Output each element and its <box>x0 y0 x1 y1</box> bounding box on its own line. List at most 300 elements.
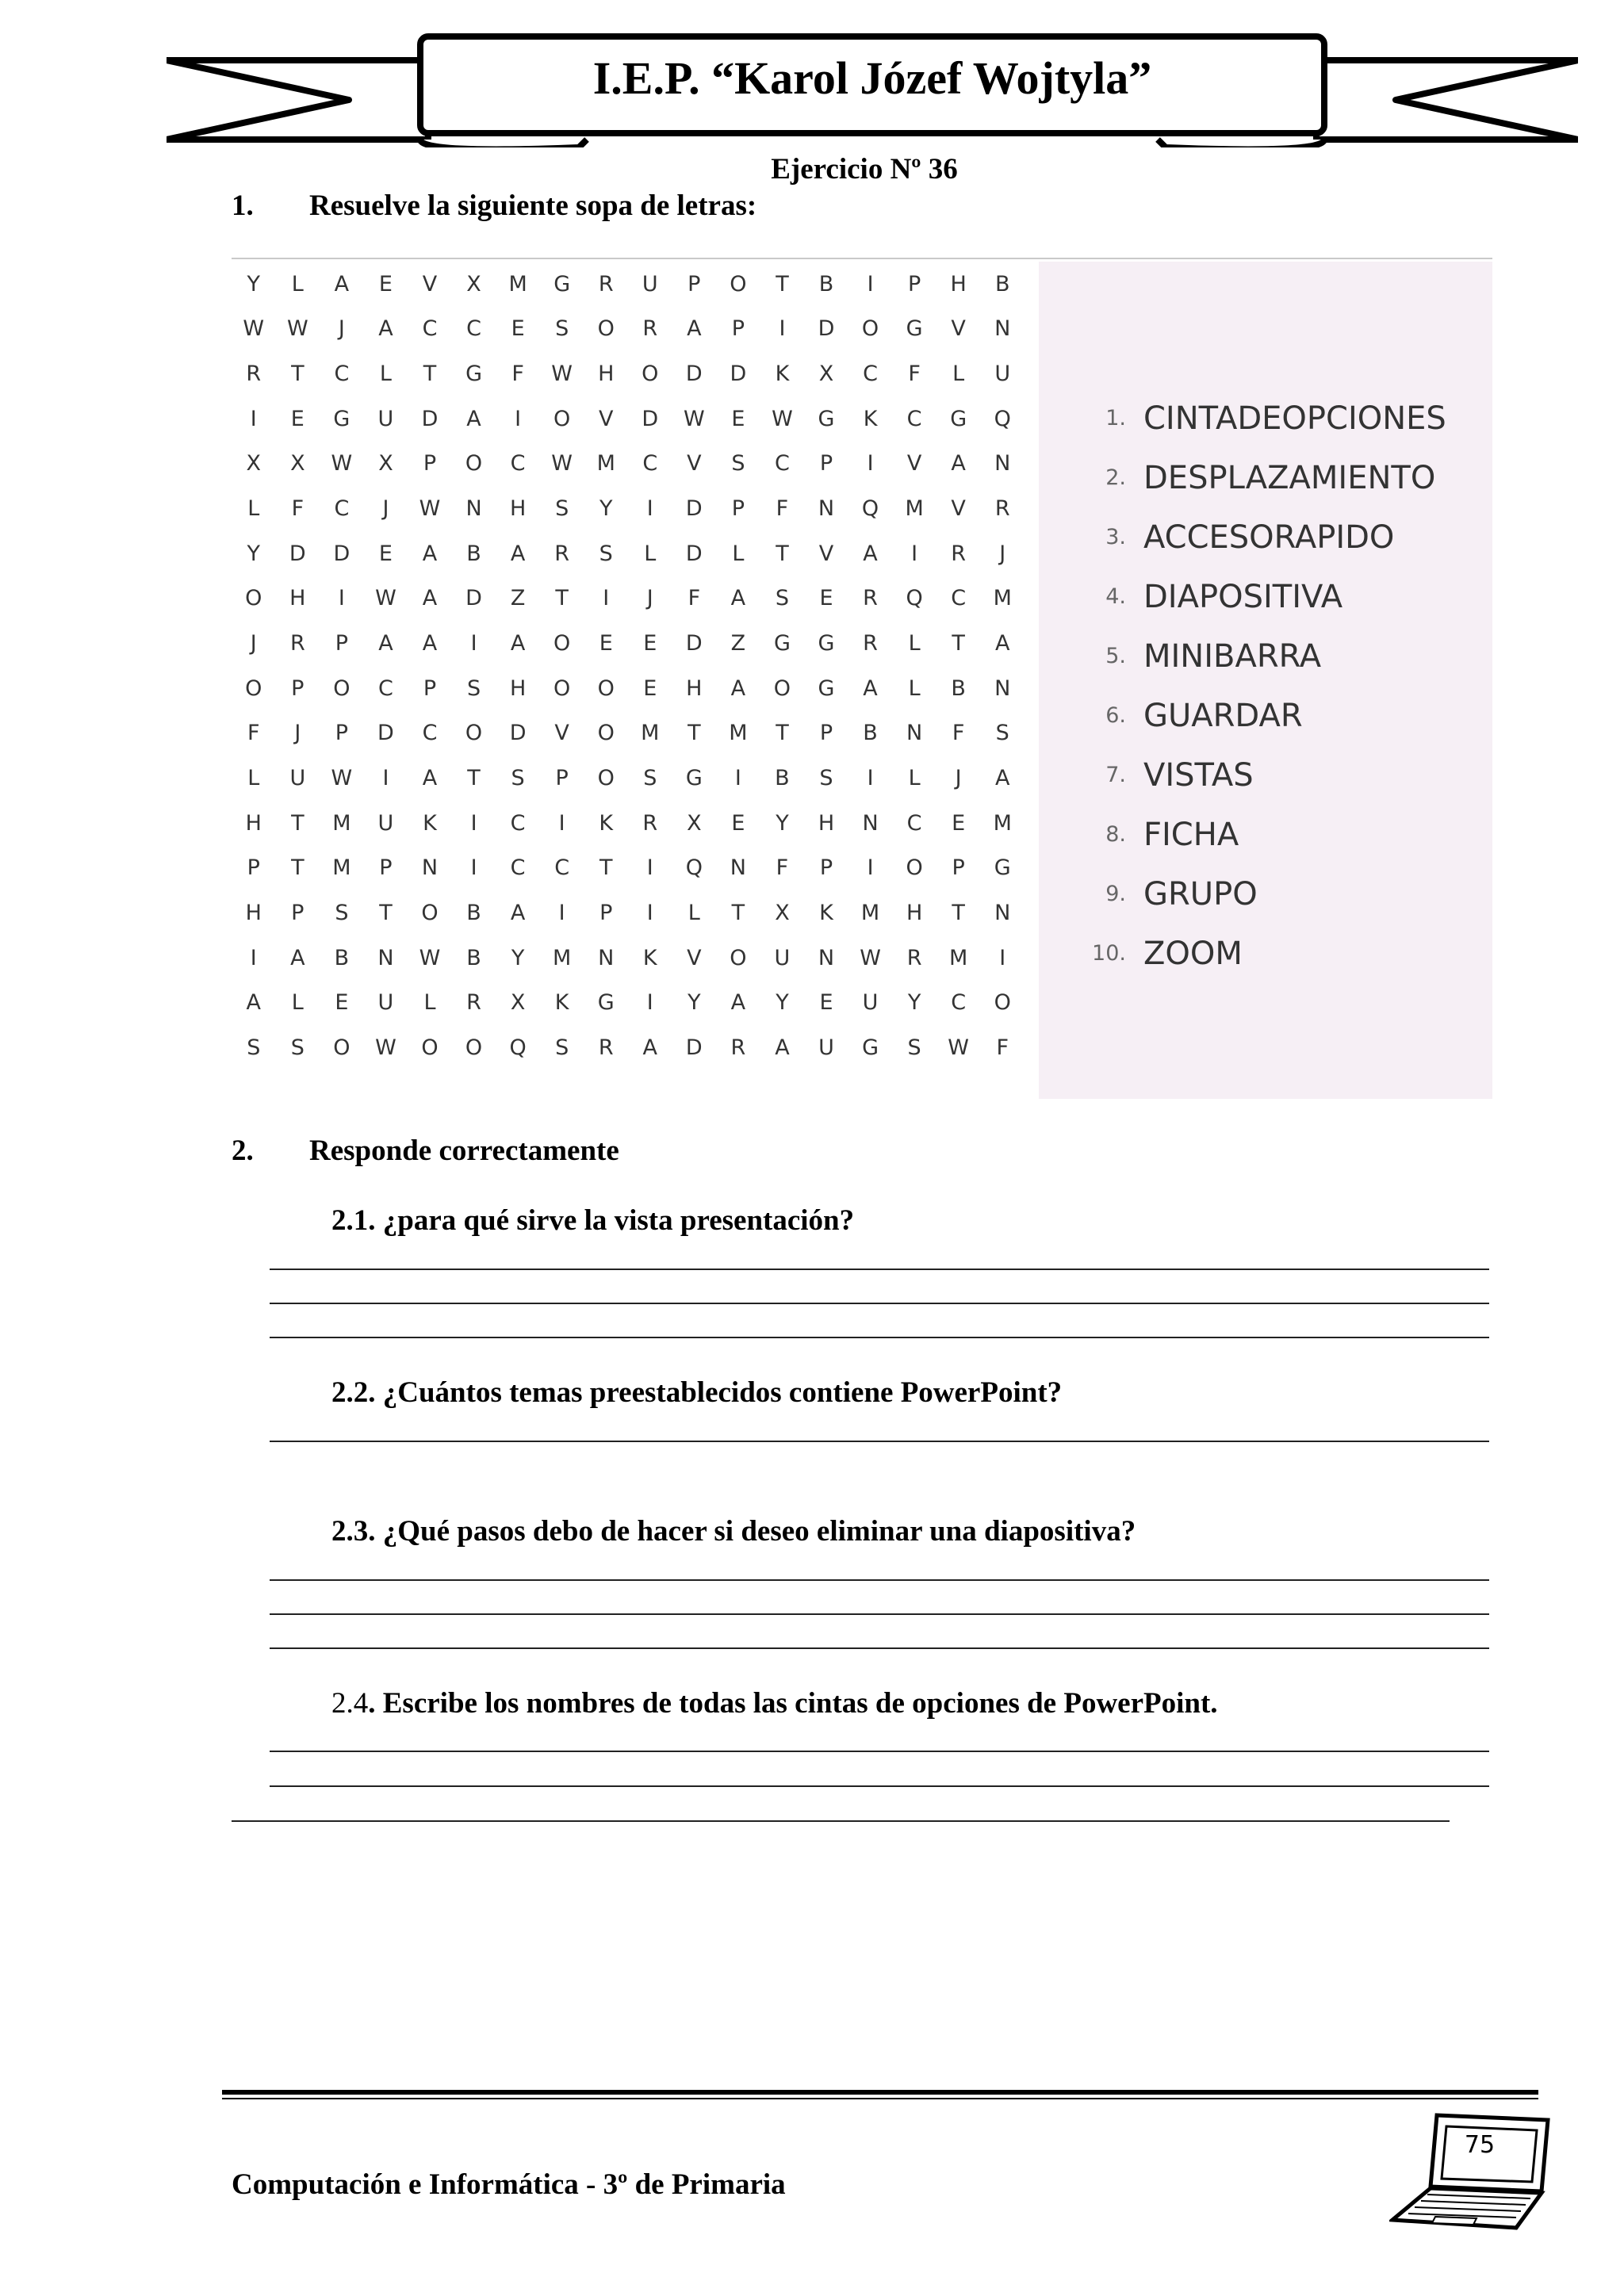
grid-letter: A <box>378 631 393 656</box>
page-number: 75 <box>1464 2131 1496 2159</box>
grid-letter: J <box>338 316 345 342</box>
word-list-word: DESPLAZAMIENTO <box>1143 459 1436 496</box>
word-list-word: FICHA <box>1143 816 1239 853</box>
grid-letter: O <box>465 721 483 746</box>
grid-letter: L <box>291 990 304 1016</box>
grid-letter: A <box>334 271 350 297</box>
grid-letter: E <box>819 586 833 611</box>
grid-letter: R <box>863 631 878 656</box>
grid-letter: N <box>598 945 615 970</box>
grid-letter: I <box>646 990 653 1016</box>
grid-letter: H <box>509 675 527 701</box>
grid-letter: I <box>250 406 257 431</box>
footer-rule <box>222 2090 1538 2095</box>
grid-letter: G <box>906 316 923 342</box>
grid-letter: K <box>554 990 569 1016</box>
grid-letter: H <box>950 271 967 297</box>
laptop-icon <box>1389 2109 1556 2236</box>
grid-letter: O <box>421 1035 439 1061</box>
grid-letter: W <box>551 362 573 387</box>
word-list-item <box>1071 864 1483 924</box>
grid-letter: P <box>379 855 393 881</box>
grid-letter: Y <box>776 990 789 1016</box>
grid-letter: X <box>290 451 305 476</box>
question-2-2: 2.2. ¿Cuántos temas preestablecidos contiene PowerPoint? <box>331 1376 1063 1409</box>
grid-letter: J <box>382 496 389 522</box>
answer-line[interactable] <box>270 1785 1489 1787</box>
grid-letter: D <box>685 496 703 522</box>
grid-letter: M <box>993 586 1012 611</box>
grid-letter: P <box>423 675 437 701</box>
grid-letter: O <box>642 362 659 387</box>
grid-letter: L <box>247 496 260 522</box>
grid-letter: D <box>818 316 835 342</box>
grid-letter: W <box>860 945 881 970</box>
grid-letter: A <box>642 1035 658 1061</box>
grid-letter: J <box>294 721 301 746</box>
grid-letter: E <box>731 810 745 836</box>
grid-letter: B <box>994 271 1010 297</box>
grid-letter: N <box>994 675 1011 701</box>
footer-subject: Computación e Informática - 3º de Primaria <box>232 2168 786 2201</box>
grid-letter: D <box>333 541 350 566</box>
grid-letter: R <box>906 945 922 970</box>
grid-letter: X <box>818 362 834 387</box>
grid-letter: U <box>377 810 394 836</box>
section-2-number: 2. <box>232 1135 254 1167</box>
grid-letter: G <box>818 631 835 656</box>
grid-letter: Y <box>599 496 613 522</box>
grid-letter: P <box>555 766 569 791</box>
grid-letter: S <box>731 451 745 476</box>
grid-letter: C <box>775 451 790 476</box>
grid-letter: R <box>863 586 878 611</box>
grid-letter: L <box>908 675 921 701</box>
grid-letter: I <box>867 271 874 297</box>
grid-letter: O <box>597 721 615 746</box>
grid-letter: T <box>688 721 701 746</box>
grid-letter: O <box>333 675 350 701</box>
grid-letter: O <box>333 1035 350 1061</box>
grid-letter: N <box>994 901 1011 926</box>
grid-letter: W <box>375 586 396 611</box>
grid-letter: C <box>334 496 350 522</box>
grid-letter: W <box>948 1035 969 1061</box>
grid-letter: T <box>467 766 481 791</box>
grid-letter: G <box>950 406 967 431</box>
grid-letter: N <box>377 945 394 970</box>
grid-letter: P <box>731 496 745 522</box>
grid-letter: D <box>730 362 747 387</box>
grid-letter: G <box>465 362 483 387</box>
grid-letter: O <box>465 451 483 476</box>
grid-letter: I <box>646 855 653 881</box>
grid-letter: A <box>290 945 305 970</box>
grid-letter: L <box>908 766 921 791</box>
grid-letter: U <box>377 990 394 1016</box>
word-list-item <box>1071 567 1483 626</box>
question-2-3: 2.3. ¿Qué pasos debo de hacer si deseo eliminar una diapositiva? <box>331 1515 1136 1548</box>
grid-letter: A <box>730 586 746 611</box>
grid-letter: S <box>819 766 833 791</box>
footer-rule-thin <box>222 2098 1538 2099</box>
grid-letter: F <box>688 586 701 611</box>
grid-letter: U <box>377 406 394 431</box>
grid-letter: F <box>996 1035 1009 1061</box>
answer-line[interactable] <box>270 1303 1489 1304</box>
grid-letter: J <box>955 766 962 791</box>
grid-letter: R <box>466 990 481 1016</box>
question-2-4-text: . Escribe los nombres de todas las cintas de opciones de PowerPoint. <box>368 1687 1218 1720</box>
grid-letter: C <box>554 855 570 881</box>
grid-letter: M <box>332 855 351 881</box>
grid-letter: O <box>421 901 439 926</box>
grid-letter: M <box>641 721 660 746</box>
answer-line[interactable] <box>270 1269 1489 1270</box>
grid-letter: A <box>510 631 526 656</box>
word-list-number: 1. <box>1105 406 1126 430</box>
grid-letter: A <box>422 541 438 566</box>
word-list-word: DIAPOSITIVA <box>1143 578 1343 615</box>
grid-letter: P <box>688 271 701 297</box>
grid-letter: M <box>993 810 1012 836</box>
grid-letter: D <box>642 406 659 431</box>
grid-letter: I <box>911 541 918 566</box>
grid-letter: C <box>906 810 922 836</box>
grid-letter: R <box>951 541 967 566</box>
grid-letter: T <box>731 901 745 926</box>
grid-letter: A <box>863 675 878 701</box>
grid-letter: Y <box>688 990 701 1016</box>
answer-line[interactable] <box>270 1337 1489 1338</box>
grid-letter: C <box>422 721 438 746</box>
grid-letter: C <box>863 362 878 387</box>
grid-letter: N <box>994 451 1011 476</box>
grid-letter: K <box>599 810 614 836</box>
word-list-item <box>1071 745 1483 805</box>
word-list-number: 7. <box>1105 763 1126 787</box>
grid-letter: A <box>730 675 746 701</box>
grid-letter: R <box>642 810 658 836</box>
grid-letter: P <box>335 721 349 746</box>
grid-letter: A <box>730 990 746 1016</box>
word-list-word: GRUPO <box>1143 875 1258 913</box>
grid-letter: W <box>551 451 573 476</box>
grid-letter: E <box>952 810 966 836</box>
grid-letter: X <box>775 901 790 926</box>
grid-letter: D <box>685 1035 703 1061</box>
grid-letter: V <box>554 721 569 746</box>
grid-letter: Q <box>994 406 1011 431</box>
grid-letter: A <box>422 766 438 791</box>
grid-letter: D <box>685 541 703 566</box>
question-2-4-prefix: 2.4 <box>331 1687 369 1720</box>
grid-letter: I <box>867 855 874 881</box>
grid-letter: P <box>731 316 745 342</box>
grid-top-rule <box>232 258 1492 259</box>
grid-letter: A <box>246 990 262 1016</box>
grid-letter: D <box>465 586 482 611</box>
grid-letter: E <box>731 406 745 431</box>
grid-letter: D <box>685 631 703 656</box>
grid-letter: K <box>775 362 790 387</box>
grid-letter: O <box>861 316 879 342</box>
grid-letter: S <box>555 1035 569 1061</box>
grid-letter: I <box>867 766 874 791</box>
grid-letter: I <box>603 586 610 611</box>
grid-letter: I <box>470 631 477 656</box>
grid-letter: W <box>419 496 441 522</box>
grid-letter: F <box>952 721 965 746</box>
word-list-number: 3. <box>1105 525 1126 549</box>
word-list-word: ACCESORAPIDO <box>1143 519 1395 556</box>
grid-letter: T <box>291 362 304 387</box>
grid-letter: E <box>378 541 393 566</box>
grid-letter: K <box>819 901 833 926</box>
word-list-number: 4. <box>1105 584 1126 609</box>
word-list-item <box>1071 805 1483 864</box>
grid-letter: S <box>555 496 569 522</box>
grid-letter: P <box>952 855 965 881</box>
answer-line[interactable] <box>270 1613 1489 1615</box>
grid-letter: G <box>862 1035 879 1061</box>
grid-letter: C <box>466 316 481 342</box>
grid-letter: V <box>818 541 834 566</box>
grid-letter: V <box>906 451 922 476</box>
grid-letter: R <box>598 1035 614 1061</box>
grid-letter: R <box>994 496 1010 522</box>
grid-letter: P <box>423 451 437 476</box>
grid-letter: R <box>554 541 570 566</box>
grid-letter: O <box>597 316 615 342</box>
grid-letter: Q <box>685 855 703 881</box>
grid-letter: S <box>466 675 481 701</box>
grid-letter: W <box>375 1035 396 1061</box>
grid-letter: I <box>470 855 477 881</box>
grid-letter: E <box>819 990 833 1016</box>
grid-letter: T <box>599 855 613 881</box>
grid-letter: J <box>250 631 257 656</box>
grid-letter: B <box>334 945 350 970</box>
grid-letter: O <box>597 766 615 791</box>
section-1-instruction: Resuelve la siguiente sopa de letras: <box>309 189 757 222</box>
grid-letter: S <box>290 1035 304 1061</box>
grid-letter: F <box>291 496 304 522</box>
grid-letter: G <box>818 675 835 701</box>
grid-letter: B <box>466 945 481 970</box>
grid-letter: O <box>994 990 1011 1016</box>
grid-letter: O <box>465 1035 483 1061</box>
grid-letter: C <box>378 675 393 701</box>
grid-letter: H <box>818 810 835 836</box>
grid-letter: R <box>289 631 305 656</box>
grid-letter: E <box>378 271 393 297</box>
answer-line[interactable] <box>270 1751 1489 1752</box>
grid-letter: I <box>734 766 741 791</box>
grid-letter: X <box>466 271 481 297</box>
grid-letter: A <box>422 586 438 611</box>
grid-letter: A <box>951 451 966 476</box>
grid-letter: T <box>952 901 965 926</box>
answer-line[interactable] <box>270 1647 1489 1649</box>
grid-letter: H <box>289 586 306 611</box>
grid-letter: P <box>291 901 304 926</box>
answer-line[interactable] <box>270 1579 1489 1581</box>
grid-letter: U <box>862 990 879 1016</box>
grid-letter: I <box>470 810 477 836</box>
grid-letter: H <box>598 362 615 387</box>
grid-letter: O <box>553 406 571 431</box>
grid-letter: L <box>291 271 304 297</box>
grid-letter: R <box>246 362 262 387</box>
grid-letter: L <box>952 362 965 387</box>
grid-letter: O <box>730 945 747 970</box>
grid-letter: O <box>773 675 791 701</box>
grid-letter: I <box>338 586 345 611</box>
grid-letter: B <box>466 901 481 926</box>
grid-letter: W <box>243 316 265 342</box>
grid-letter: D <box>289 541 306 566</box>
grid-letter: J <box>999 541 1006 566</box>
grid-letter: P <box>907 271 921 297</box>
grid-letter: L <box>379 362 392 387</box>
grid-letter: J <box>646 586 653 611</box>
grid-letter: M <box>905 496 924 522</box>
grid-letter: Q <box>509 1035 527 1061</box>
grid-letter: W <box>331 766 353 791</box>
grid-letter: N <box>862 810 879 836</box>
word-list-item <box>1071 388 1483 448</box>
grid-letter: S <box>247 1035 261 1061</box>
grid-letter: E <box>643 675 657 701</box>
grid-letter: C <box>642 451 658 476</box>
grid-letter: L <box>423 990 436 1016</box>
grid-letter: A <box>510 901 526 926</box>
grid-letter: K <box>423 810 437 836</box>
grid-letter: R <box>598 271 614 297</box>
grid-letter: H <box>245 810 262 836</box>
grid-letter: W <box>286 316 308 342</box>
word-list-item <box>1071 924 1483 983</box>
grid-letter: M <box>553 945 572 970</box>
grid-letter: U <box>289 766 306 791</box>
grid-letter: I <box>558 810 565 836</box>
word-list-item <box>1071 686 1483 745</box>
word-list-word: GUARDAR <box>1143 697 1303 734</box>
grid-letter: U <box>642 271 658 297</box>
grid-letter: B <box>818 271 834 297</box>
grid-letter: B <box>951 675 966 701</box>
grid-letter: G <box>597 990 615 1016</box>
grid-letter: T <box>776 271 789 297</box>
word-list-number: 9. <box>1105 882 1126 906</box>
grid-letter: D <box>377 721 394 746</box>
answer-line[interactable] <box>232 1820 1450 1822</box>
grid-letter: I <box>515 406 522 431</box>
grid-letter: F <box>776 496 789 522</box>
grid-letter: B <box>466 541 481 566</box>
grid-letter: U <box>994 362 1011 387</box>
grid-letter: B <box>863 721 878 746</box>
grid-letter: T <box>776 541 789 566</box>
question-2-1: 2.1. ¿para qué sirve la vista presentación? <box>331 1204 855 1237</box>
grid-letter: W <box>772 406 793 431</box>
grid-letter: I <box>558 901 565 926</box>
school-title: I.E.P. “Karol Józef Wojtyla” <box>592 52 1152 104</box>
answer-line[interactable] <box>270 1441 1489 1442</box>
grid-letter: Y <box>776 810 789 836</box>
grid-letter: A <box>994 766 1010 791</box>
grid-letter: M <box>596 451 615 476</box>
word-list-item <box>1071 448 1483 507</box>
word-list-number: 6. <box>1105 703 1126 728</box>
grid-letter: C <box>906 406 922 431</box>
grid-letter: H <box>509 496 527 522</box>
grid-letter: A <box>466 406 481 431</box>
word-search-grid <box>232 262 1025 1070</box>
grid-letter: O <box>553 631 571 656</box>
grid-letter: C <box>951 990 967 1016</box>
grid-letter: S <box>335 901 349 926</box>
grid-letter: N <box>906 721 923 746</box>
section-1-number: 1. <box>232 189 254 222</box>
grid-letter: T <box>423 362 437 387</box>
grid-letter: A <box>378 316 393 342</box>
exercise-title: Ejercicio Nº 36 <box>771 153 958 186</box>
grid-letter: G <box>685 766 703 791</box>
grid-letter: Y <box>247 541 261 566</box>
grid-letter: H <box>245 901 262 926</box>
grid-letter: N <box>818 945 835 970</box>
grid-letter: G <box>994 855 1011 881</box>
grid-letter: M <box>949 945 968 970</box>
grid-letter: F <box>776 855 789 881</box>
grid-letter: T <box>555 586 569 611</box>
grid-letter: I <box>646 496 653 522</box>
grid-letter: A <box>863 541 878 566</box>
grid-letter: C <box>510 855 526 881</box>
word-list-word: CINTADEOPCIONES <box>1143 400 1446 437</box>
grid-letter: S <box>775 586 789 611</box>
grid-letter: P <box>335 631 349 656</box>
grid-letter: G <box>553 271 571 297</box>
grid-letter: I <box>867 451 874 476</box>
grid-letter: Y <box>247 271 261 297</box>
grid-letter: L <box>688 901 700 926</box>
grid-letter: E <box>643 631 657 656</box>
grid-letter: G <box>818 406 835 431</box>
grid-letter: P <box>599 901 613 926</box>
grid-letter: B <box>775 766 790 791</box>
grid-letter: W <box>331 451 353 476</box>
grid-letter: M <box>508 271 527 297</box>
grid-letter: Y <box>907 990 921 1016</box>
grid-letter: V <box>598 406 614 431</box>
grid-letter: F <box>247 721 260 746</box>
grid-letter: N <box>994 316 1011 342</box>
grid-letter: C <box>422 316 438 342</box>
grid-letter: Z <box>510 586 526 611</box>
grid-letter: I <box>250 945 257 970</box>
grid-letter: N <box>730 855 746 881</box>
grid-letter: P <box>819 451 833 476</box>
grid-letter: M <box>860 901 880 926</box>
grid-letter: V <box>687 451 702 476</box>
grid-letter: N <box>465 496 482 522</box>
grid-letter: P <box>819 855 833 881</box>
grid-letter: C <box>951 586 967 611</box>
grid-letter: T <box>291 810 304 836</box>
